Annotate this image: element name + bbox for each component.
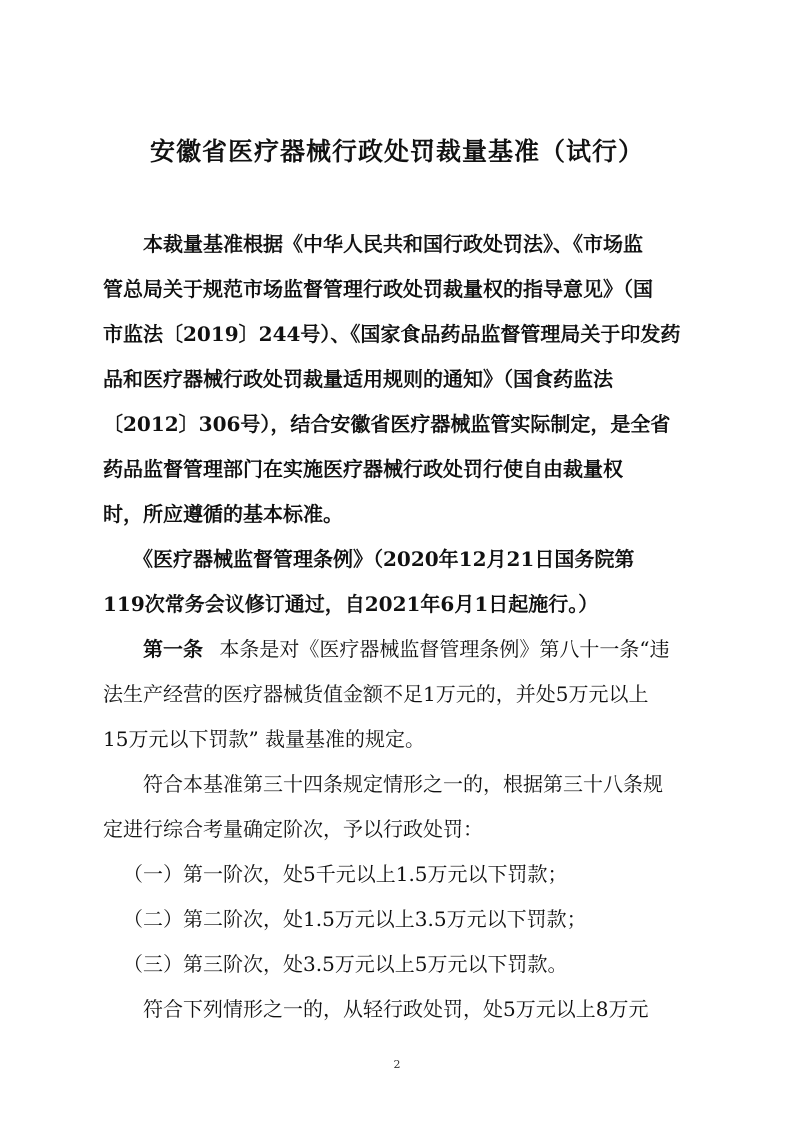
intro-line-6: 药品监督管理部门在实施医疗器械行政处罚行使自由裁量权 xyxy=(103,457,623,481)
intro-line-1: 本裁量基准根据《中华人民共和国行政处罚法》、《市场监 xyxy=(143,232,643,256)
article-1-heading: 第一条 xyxy=(143,637,203,661)
tier-3: （三）第三阶次，处3.5万元以上5万元以下罚款。 xyxy=(123,952,568,976)
article-1-line-1 xyxy=(143,637,670,661)
page-number: 2 xyxy=(393,1058,401,1071)
condition-line-1: 符合本基准第三十四条规定情形之一的，根据第三十八条规 xyxy=(143,772,663,796)
condition-line-2: 定进行综合考量确定阶次，予以行政处罚： xyxy=(103,817,483,841)
intro-line-7: 时，所应遵循的基本标准。 xyxy=(103,502,343,526)
regulation-line-2: 119次常务会议修订通过，自2021年6月1日起施行。） xyxy=(103,592,599,616)
tier-2: （二）第二阶次，处1.5万元以上3.5万元以下罚款； xyxy=(123,907,587,931)
intro-line-5: 〔2012〕306号），结合安徽省医疗器械监管实际制定，是全省 xyxy=(103,412,671,436)
article-1-text: 本条是对《医疗器械监督管理条例》第八十一条“违 xyxy=(219,637,670,661)
article-1-line-3: 15万元以下罚款” 裁量基准的规定。 xyxy=(103,727,426,751)
intro-line-4: 品和医疗器械行政处罚裁量适用规则的通知》（国食药监法 xyxy=(103,367,613,391)
regulation-line-1: 《医疗器械监督管理条例》（2020年12月21日国务院第 xyxy=(133,547,635,571)
intro-line-3: 市监法〔2019〕244号）、《国家食品药品监督管理局关于印发药 xyxy=(103,322,681,346)
article-1-line-2: 法生产经营的医疗器械货值金额不足1万元的，并处5万元以上 xyxy=(103,682,649,706)
lenient-penalty-line: 符合下列情形之一的，从轻行政处罚，处5万元以上8万元 xyxy=(143,997,649,1021)
intro-line-2: 管总局关于规范市场监督管理行政处罚裁量权的指导意见》（国 xyxy=(103,277,653,301)
document-title: 安徽省医疗器械行政处罚裁量基准（试行） xyxy=(149,137,644,166)
tier-1: （一）第一阶次，处5千元以上1.5万元以下罚款； xyxy=(123,862,568,886)
